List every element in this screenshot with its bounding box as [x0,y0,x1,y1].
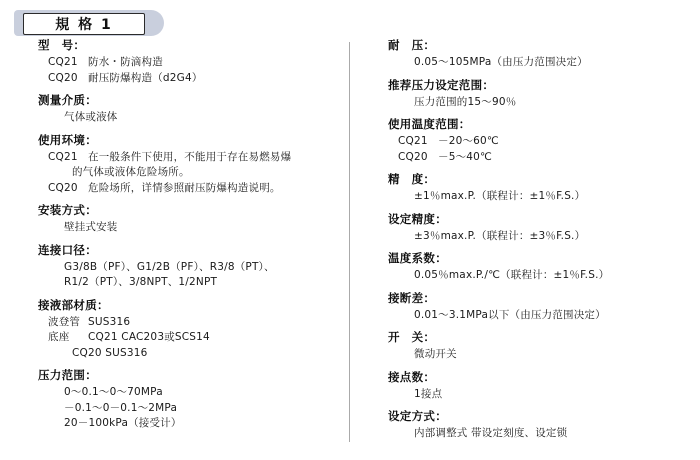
spec-value-list [388,268,690,284]
spec-value-row [38,260,340,276]
spec-term: 使用温度范围： [388,117,471,131]
spec-term: 设定精度： [388,211,447,226]
spec-title-banner [14,10,164,36]
spec-value-list [38,315,340,362]
spec-value-text: G3/8B（PF）、G1/2B（PF）、R3/8（PT）、 [64,260,275,273]
spec-value-list [388,229,690,245]
spec-value-label: 底座 [48,331,70,343]
spec-term: 开 关： [388,330,436,344]
spec-value-row [38,346,340,362]
spec-value-list [388,189,690,205]
spec-value-row [38,150,340,166]
spec-value-text: R1/2（PT）、3/8NPT、1/2NPT [64,276,218,288]
spec-value-list [388,134,690,165]
spec-value-text: 耐压防爆构造（d2G4） [88,71,203,84]
spec-value-row [38,416,340,432]
spec-value-row [38,181,340,197]
spec-column-right [350,38,700,456]
spec-value-row [388,189,690,205]
spec-term: 使用环境： [38,132,97,147]
spec-value-row [38,275,340,291]
spec-block [38,133,340,197]
spec-block [388,370,690,403]
spec-value-list [388,55,690,71]
spec-value-list [38,150,340,197]
spec-value-list [38,220,340,236]
spec-term: 温度系数： [388,251,447,265]
spec-value-text: 内部调整式 带设定刻度、设定锁 [414,427,568,439]
spec-value-row [388,95,690,111]
spec-value-list [38,385,340,432]
spec-value-text: －20～60℃ [438,135,499,147]
spec-value-text: 0.01～3.1MPa以下（由压力范围决定） [414,308,606,321]
spec-term: 测量介质： [38,93,97,107]
spec-value-text: 气体或液体 [64,111,118,123]
spec-column-left [0,38,350,456]
spec-value-list [38,55,340,86]
spec-value-row [388,55,690,71]
spec-value-text: 1接点 [414,387,443,400]
spec-title-box [23,13,145,35]
spec-columns [0,38,700,456]
spec-term: 精 度： [388,172,436,186]
spec-term: 接点数： [388,369,436,384]
spec-block [388,291,690,324]
spec-block [388,212,690,245]
spec-value-row [388,347,690,363]
spec-value-label: CQ21 [48,150,78,163]
spec-term: 接断差： [388,290,436,305]
spec-term: 安装方式： [38,203,97,217]
spec-block [388,409,690,442]
spec-value-label: CQ20 [398,150,428,163]
spec-value-row [388,426,690,442]
spec-value-row [38,71,340,87]
spec-term: 设定方式： [388,409,447,423]
spec-value-row [38,55,340,71]
spec-term: 型 号： [38,38,86,52]
spec-block [38,38,340,86]
spec-value-list [388,308,690,324]
spec-block [388,38,690,71]
spec-value-row [388,387,690,403]
spec-value-text: －0.1～0－0.1～2MPa [64,401,178,414]
spec-block [38,243,340,291]
spec-value-list [388,347,690,363]
spec-value-list [388,95,690,111]
spec-value-row [38,315,340,331]
spec-block [38,93,340,126]
spec-block [388,172,690,205]
spec-value-row [38,110,340,126]
spec-block [38,368,340,432]
spec-value-row [38,385,340,401]
spec-value-text: 0.05～105MPa（由压力范围决定） [414,56,588,68]
spec-value-row [38,220,340,236]
spec-value-row [388,150,690,166]
spec-value-row [388,268,690,284]
spec-value-text: CQ21 CAC203或SCS14 [88,331,210,343]
spec-value-text: 压力范围的15～90％ [414,95,517,108]
spec-value-text: 0.05％max.P./℃（联程计：±1％F.S.） [414,269,610,281]
spec-value-list [38,110,340,126]
spec-value-row [388,229,690,245]
spec-value-label: CQ21 [48,56,78,68]
spec-value-text: 20－100kPa（接受计） [64,417,182,429]
spec-value-row [38,165,340,181]
spec-value-text: 防水・防滴构造 [88,56,163,68]
spec-value-text: 危险场所，详情参照耐压防爆构造说明。 [88,181,281,194]
spec-value-text: －5～40℃ [438,150,493,163]
spec-term: 连接口径： [38,242,97,257]
spec-value-text: ±3％max.P.（联程计：±3％F.S.） [414,229,586,242]
spec-value-list [388,426,690,442]
spec-value-row [388,308,690,324]
spec-block [388,117,690,165]
page-title: 規 格 1 [55,17,113,33]
spec-term: 接液部材质： [38,297,109,312]
spec-value-text: 微动开关 [414,348,457,360]
column-divider [349,42,350,442]
spec-block [388,78,690,111]
spec-value-label: CQ20 [48,181,78,194]
spec-value-text: ±1％max.P.（联程计：±1％F.S.） [414,190,586,202]
spec-term: 推荐压力设定范围： [388,77,495,92]
spec-value-text: 在一般条件下使用，不能用于存在易燃易爆 [88,150,292,163]
spec-value-list [388,387,690,403]
spec-block [38,203,340,236]
spec-block [388,251,690,284]
spec-value-text: 壁挂式安装 [64,221,118,233]
spec-value-row [38,401,340,417]
spec-block [388,330,690,363]
spec-value-label: CQ21 [398,135,428,147]
spec-block [38,298,340,362]
spec-value-label: CQ20 [48,71,78,84]
spec-value-text: SUS316 [88,315,131,328]
spec-value-row [38,330,340,346]
spec-value-text: CQ20 SUS316 [72,346,148,359]
spec-value-text: 0～0.1～0～70MPa [64,386,163,398]
spec-term: 压力范围： [38,368,97,382]
spec-value-row [388,134,690,150]
spec-value-text: 的气体或液体危险场所。 [72,166,190,178]
spec-value-list [38,260,340,291]
spec-value-label: 波登管 [48,315,81,328]
spec-term: 耐 压： [388,38,436,52]
